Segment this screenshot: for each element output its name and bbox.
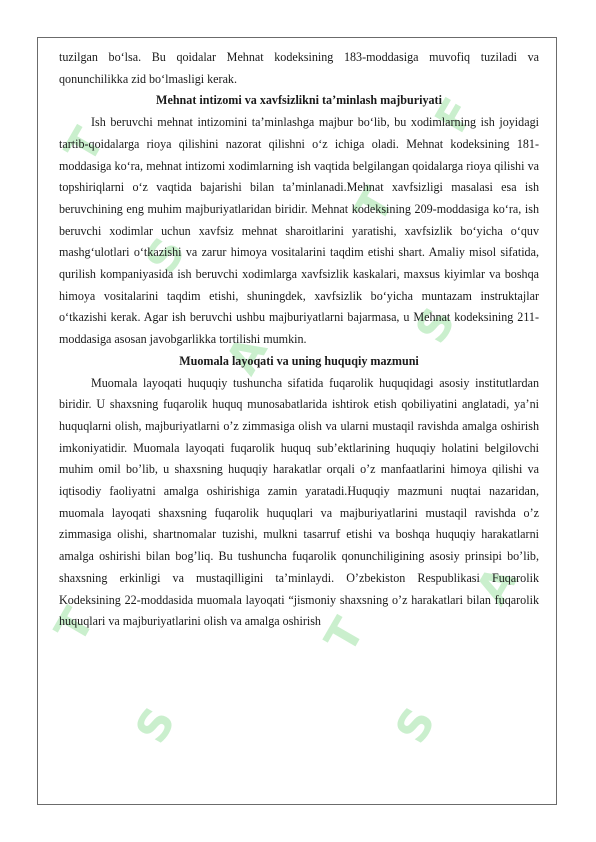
watermark-mark: T bbox=[45, 599, 105, 652]
paragraph-capacity: Muomala layoqati huquqiy tushuncha sifatida fuqarolik huquqidagi asosiy institutlardan biridir. U shaxsning fuqarolik huquq munosabatlarida ishtirok etish qobiliyatini anglatadi, ya’ni huquqlarni olish, majburiyatlarni o’z zimmasiga olish va ularni mustaqil ravishda amalga oshirish imkoniyatidir. Muomala layoqati fuqarolik huquq sub’ektlarining huquqiy holatini belgilovchi muhim omil bo’lib, u shaxsning huquqiy harakatlar orqali o’z manfaatlarini himoya qilishi va iqtisodiy faoliyatni amalga oshirishiga zamin yaratadi.Huquqiy mazmuni nuqtai nazaridan, muomala layoqati shaxsning fuqarolik huquqlari va majburiyatlarini mustaqil ravishda o’z zimmasiga olishi, shartnomalar tuzishi, mulkni tasarruf etishi va boshqa huquqiy harakatlarni amalga oshirishi bilan bog’liq. Bu tushuncha fuqarolik qonunchiligining asosiy prinsipi bo’lib, shaxsning erkinligi va mustaqilligini ta’minlaydi. O’zbekiston Respublikasi Fuqarolik Kodeksining 22-moddasida muomala layoqati “jismoniy shaxsning o’z harakatlari bilan fuqarolik huquqlari va majburiyatlarini olish va amalga oshirish bbox=[59, 375, 539, 629]
watermark-mark: A bbox=[216, 328, 278, 383]
watermark-mark: S bbox=[135, 229, 196, 282]
paragraph-discipline: Ish beruvchi mehnat intizomini ta’minlashga majbur bo‘lib, bu xodimlarning ish joyidagi tartib-qoidalarga rioya qilishini nazorat qilishni o‘z ichiga oladi. Mehnat kodeksining 181-moddasiga ko‘ra, mehnat intizomi xodimlarning ish vaqtida belgilangan qoidalarga rioya qilishi va topshiriqlarni o‘z vaqtida bajarishi bilan ta’minlanadi.Mehnat xavfsizligi masalasi esa ish beruvchining eng muhim majburiyatlaridan biridir. Mehnat kodeksining 209-moddasiga ko‘ra, ish beruvchi xodimlar uchun xavfsiz mehnat sharoitlarini yaratishi, xavfsizlik bo‘yicha o‘quv mashg‘ulotlari o‘tkazishi va zarur himoya vositalarini taqdim etishi shart. Amaliy misol sifatida, qurilish kompaniyasida ish beruvchi xodimlarga xavfsizlik kaskalari, maxsus kiyimlar va boshqa himoya vositalarini taqdim etishi, shuningdek, xavfsizlik bo‘yicha muntazam instruktajlar o‘tkazishi kerak. Agar ish beruvchi ushbu majburiyatlarni bajarmasa, u Mehnat kodeksining 211-moddasiga asosan javobgarlikka tortilishi mumkin. bbox=[59, 115, 539, 347]
watermark-mark: S bbox=[385, 699, 446, 752]
watermark-mark: T bbox=[55, 119, 115, 172]
section-heading-capacity: Muomala layoqati va uning huquqiy mazmuni bbox=[179, 353, 419, 368]
paragraph-continuation: tuzilgan bo‘lsa. Bu qoidalar Mehnat kodeksining 183-moddasiga muvofiq tuziladi va qonunchilikka zid bo‘lmasligi kerak. bbox=[59, 50, 539, 86]
watermark-mark: S bbox=[125, 699, 186, 752]
watermark-mark: A bbox=[466, 558, 528, 613]
watermark-mark: F bbox=[425, 89, 485, 142]
watermark-mark: T bbox=[345, 179, 405, 232]
document-body bbox=[59, 47, 539, 633]
watermark-mark: S bbox=[405, 299, 466, 352]
section-heading-discipline: Mehnat intizomi va xavfsizlikni ta’minlash majburiyati bbox=[156, 93, 442, 108]
watermark-mark: T bbox=[315, 609, 375, 662]
